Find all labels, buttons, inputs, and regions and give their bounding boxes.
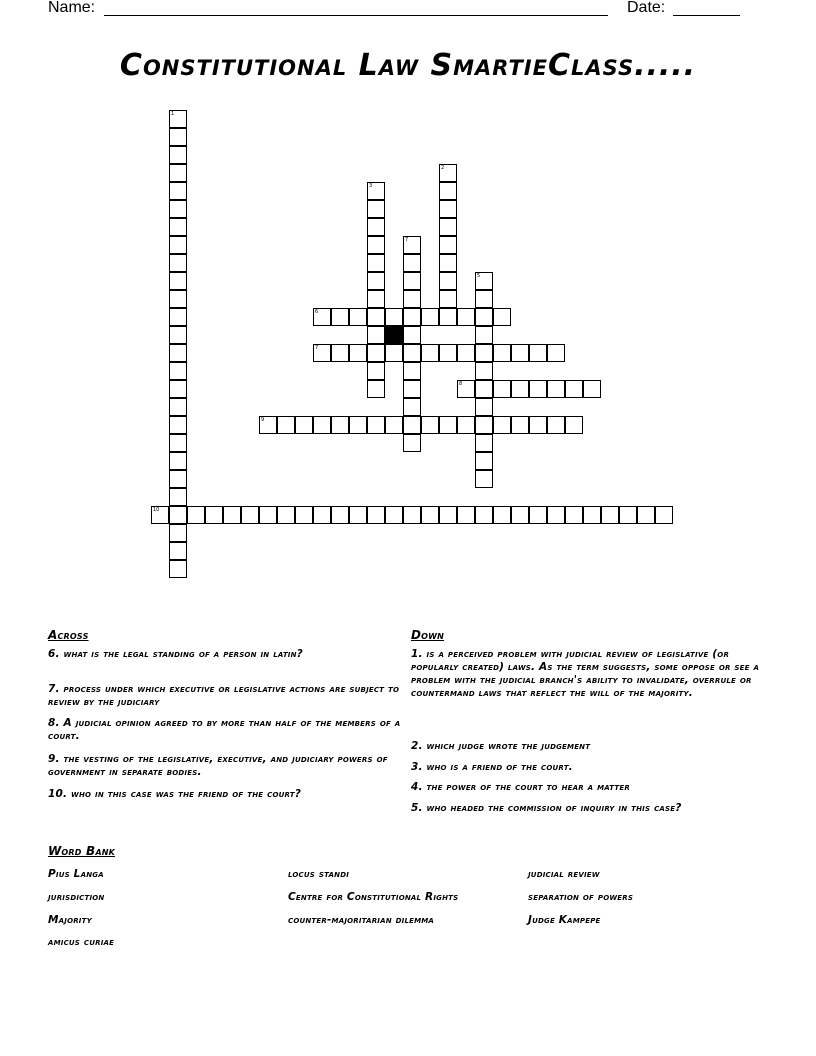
crossword-cell[interactable] — [475, 326, 493, 344]
crossword-cell[interactable] — [313, 416, 331, 434]
crossword-black-cell — [385, 326, 403, 344]
crossword-cell[interactable] — [367, 380, 385, 398]
down-heading: Down — [411, 628, 445, 642]
crossword-cell[interactable] — [367, 344, 385, 362]
crossword-cell[interactable] — [403, 308, 421, 326]
crossword-cell[interactable] — [493, 344, 511, 362]
crossword-cell[interactable] — [547, 380, 565, 398]
crossword-cell[interactable] — [403, 506, 421, 524]
crossword-cell[interactable] — [403, 326, 421, 344]
clue-number: 3 — [369, 183, 373, 189]
crossword-cell[interactable] — [511, 380, 529, 398]
crossword-cell[interactable] — [439, 344, 457, 362]
crossword-cell[interactable] — [277, 416, 295, 434]
crossword-cell[interactable] — [403, 290, 421, 308]
crossword-cell[interactable] — [169, 326, 187, 344]
crossword-cell[interactable] — [169, 434, 187, 452]
crossword-cell[interactable] — [439, 236, 457, 254]
date-label: Date: — [627, 0, 666, 16]
crossword-cell[interactable] — [475, 290, 493, 308]
crossword-cell[interactable] — [169, 398, 187, 416]
word-bank-item: jurisdiction — [48, 891, 105, 903]
down-clue: 5. who headed the commission of inquiry in this case? — [411, 802, 682, 814]
crossword-cell[interactable] — [547, 416, 565, 434]
crossword-cell[interactable] — [475, 380, 493, 398]
crossword-cell[interactable] — [565, 416, 583, 434]
crossword-cell[interactable] — [583, 380, 601, 398]
crossword-cell[interactable] — [475, 506, 493, 524]
crossword-cell[interactable] — [493, 380, 511, 398]
crossword-cell[interactable] — [169, 380, 187, 398]
crossword-cell[interactable] — [403, 380, 421, 398]
crossword-cell[interactable] — [169, 524, 187, 542]
crossword-cell[interactable] — [421, 308, 439, 326]
across-clue: 7. process under which executive or legislative actions are subject to review by the judiciary — [48, 683, 400, 708]
crossword-cell[interactable] — [583, 506, 601, 524]
crossword-cell[interactable] — [403, 416, 421, 434]
crossword-cell[interactable] — [169, 290, 187, 308]
crossword-cell[interactable] — [457, 344, 475, 362]
crossword-cell[interactable] — [169, 560, 187, 578]
crossword-cell[interactable] — [169, 506, 187, 524]
word-bank-item: Majority — [48, 914, 92, 926]
crossword-cell[interactable] — [169, 362, 187, 380]
crossword-cell[interactable] — [367, 308, 385, 326]
word-bank-item: Judge Kampepe — [528, 914, 601, 926]
crossword-cell[interactable] — [169, 308, 187, 326]
crossword-cell[interactable] — [475, 416, 493, 434]
crossword-cell[interactable] — [565, 506, 583, 524]
crossword-cell[interactable] — [421, 416, 439, 434]
crossword-cell[interactable] — [439, 506, 457, 524]
crossword-cell[interactable] — [169, 344, 187, 362]
crossword-cell[interactable] — [547, 344, 565, 362]
crossword-cell[interactable] — [169, 146, 187, 164]
crossword-cell[interactable] — [367, 200, 385, 218]
crossword-cell[interactable] — [457, 416, 475, 434]
crossword-cell[interactable] — [187, 506, 205, 524]
crossword-cell[interactable] — [331, 308, 349, 326]
crossword-cell[interactable] — [295, 506, 313, 524]
crossword-cell[interactable] — [403, 272, 421, 290]
crossword-cell[interactable] — [439, 218, 457, 236]
crossword-cell[interactable] — [169, 218, 187, 236]
crossword-cell[interactable] — [439, 182, 457, 200]
crossword-cell[interactable] — [313, 344, 331, 362]
clue-number: 7 — [405, 237, 409, 243]
crossword-cell[interactable] — [637, 506, 655, 524]
crossword-cell[interactable] — [475, 344, 493, 362]
crossword-cell[interactable] — [169, 470, 187, 488]
down-clue: 3. who is a friend of the court. — [411, 761, 573, 773]
crossword-cell[interactable] — [529, 416, 547, 434]
word-bank-heading: Word Bank — [48, 844, 116, 858]
crossword-cell[interactable] — [367, 236, 385, 254]
crossword-cell[interactable] — [169, 488, 187, 506]
clue-number: 10 — [153, 507, 160, 513]
crossword-cell[interactable] — [313, 506, 331, 524]
clue-number: 6 — [315, 309, 319, 315]
crossword-cell[interactable] — [385, 506, 403, 524]
across-clue: 9. the vesting of the legislative, executive, and judiciary powers of government in separate bodies. — [48, 753, 388, 778]
word-bank-item: locus standi — [288, 868, 350, 880]
across-heading: Across — [48, 628, 89, 642]
crossword-cell[interactable] — [403, 254, 421, 272]
crossword-cell[interactable] — [367, 290, 385, 308]
crossword-cell[interactable] — [511, 506, 529, 524]
crossword-cell[interactable] — [367, 218, 385, 236]
crossword-cell[interactable] — [331, 344, 349, 362]
crossword-cell[interactable] — [169, 164, 187, 182]
crossword-cell[interactable] — [385, 308, 403, 326]
crossword-cell[interactable] — [493, 416, 511, 434]
down-clue: 1. is a perceived problem with judicial review of legislative (or popularly created) laws. As the term suggests, some oppose or see a problem with the judicial branch's ability to invalidate, overrule or countermand laws that reflect the will of the majority. — [411, 648, 760, 699]
crossword-cell[interactable] — [295, 416, 313, 434]
clue-number: 9 — [261, 417, 265, 423]
crossword-cell[interactable] — [331, 416, 349, 434]
crossword-cell[interactable] — [259, 416, 277, 434]
crossword-cell[interactable] — [529, 344, 547, 362]
crossword-cell[interactable] — [349, 308, 367, 326]
crossword-cell[interactable] — [169, 200, 187, 218]
crossword-cell[interactable] — [601, 506, 619, 524]
crossword-cell[interactable] — [169, 182, 187, 200]
crossword-cell[interactable] — [367, 506, 385, 524]
crossword-cell[interactable] — [331, 506, 349, 524]
crossword-cell[interactable] — [169, 110, 187, 128]
crossword-cell[interactable] — [169, 542, 187, 560]
crossword-cell[interactable] — [385, 416, 403, 434]
crossword-cell[interactable] — [403, 344, 421, 362]
crossword-cell[interactable] — [439, 290, 457, 308]
across-clue: 6. what is the legal standing of a person in latin? — [48, 648, 303, 660]
crossword-cell[interactable] — [367, 182, 385, 200]
crossword-cell[interactable] — [655, 506, 673, 524]
crossword-cell[interactable] — [169, 272, 187, 290]
crossword-cell[interactable] — [313, 308, 331, 326]
word-bank-item: judicial review — [528, 868, 600, 880]
crossword-cell[interactable] — [475, 272, 493, 290]
down-clue: 2. which judge wrote the judgement — [411, 740, 591, 752]
crossword-cell[interactable] — [439, 272, 457, 290]
crossword-cell[interactable] — [169, 452, 187, 470]
crossword-cell[interactable] — [349, 506, 367, 524]
crossword-cell[interactable] — [475, 308, 493, 326]
down-clue: 4. the power of the court to hear a matter — [411, 781, 630, 793]
crossword-cell[interactable] — [439, 308, 457, 326]
crossword-cell[interactable] — [385, 344, 403, 362]
crossword-cell[interactable] — [529, 380, 547, 398]
crossword-cell[interactable] — [169, 236, 187, 254]
crossword-cell[interactable] — [403, 362, 421, 380]
word-bank-item: Pius Langa — [48, 868, 104, 880]
crossword-cell[interactable] — [421, 506, 439, 524]
crossword-cell[interactable] — [349, 416, 367, 434]
crossword-cell[interactable] — [493, 308, 511, 326]
crossword-cell[interactable] — [439, 164, 457, 182]
crossword-cell[interactable] — [349, 344, 367, 362]
crossword-cell[interactable] — [403, 398, 421, 416]
clue-number: 7 — [315, 345, 319, 351]
crossword-cell[interactable] — [367, 272, 385, 290]
crossword-cell[interactable] — [439, 254, 457, 272]
crossword-cell[interactable] — [511, 416, 529, 434]
crossword-cell[interactable] — [367, 326, 385, 344]
crossword-cell[interactable] — [169, 254, 187, 272]
crossword-cell[interactable] — [529, 506, 547, 524]
crossword-cell[interactable] — [169, 128, 187, 146]
crossword-cell[interactable] — [439, 200, 457, 218]
crossword-cell[interactable] — [421, 344, 439, 362]
crossword-cell[interactable] — [475, 434, 493, 452]
crossword-cell[interactable] — [493, 506, 511, 524]
name-label: Name: — [48, 0, 96, 16]
crossword-cell[interactable] — [511, 344, 529, 362]
clue-number: 2 — [441, 165, 445, 171]
crossword-cell[interactable] — [277, 506, 295, 524]
word-bank-item: amicus curiae — [48, 936, 115, 948]
crossword-cell[interactable] — [475, 398, 493, 416]
crossword-cell[interactable] — [259, 506, 277, 524]
crossword-cell[interactable] — [403, 236, 421, 254]
crossword-cell[interactable] — [439, 416, 457, 434]
crossword-cell[interactable] — [457, 380, 475, 398]
crossword-cell[interactable] — [367, 362, 385, 380]
crossword-cell[interactable] — [475, 362, 493, 380]
crossword-cell[interactable] — [169, 416, 187, 434]
word-bank-item: Centre for Constitutional Rights — [288, 891, 459, 903]
crossword-cell[interactable] — [619, 506, 637, 524]
crossword-cell[interactable] — [565, 380, 583, 398]
clue-number: 5 — [477, 273, 481, 279]
crossword-cell[interactable] — [457, 506, 475, 524]
crossword-cell[interactable] — [475, 470, 493, 488]
word-bank-item: separation of powers — [528, 891, 634, 903]
crossword-cell[interactable] — [367, 416, 385, 434]
word-bank-item: counter-majoritarian dilemma — [288, 914, 435, 926]
crossword-cell[interactable] — [403, 434, 421, 452]
crossword-cell[interactable] — [457, 308, 475, 326]
crossword-cell[interactable] — [205, 506, 223, 524]
clue-number: 8 — [459, 381, 463, 387]
crossword-cell[interactable] — [151, 506, 169, 524]
crossword-cell[interactable] — [475, 452, 493, 470]
clue-number: 1 — [171, 111, 175, 117]
across-clue: 10. who in this case was the friend of the court? — [48, 788, 302, 800]
crossword-cell[interactable] — [241, 506, 259, 524]
crossword-cell[interactable] — [547, 506, 565, 524]
crossword-cell[interactable] — [223, 506, 241, 524]
across-clue: 8. A judicial opinion agreed to by more than half of the members of a court. — [48, 717, 401, 742]
crossword-cell[interactable] — [367, 254, 385, 272]
page-title: Constitutional Law SmartieClass..... — [119, 48, 697, 83]
